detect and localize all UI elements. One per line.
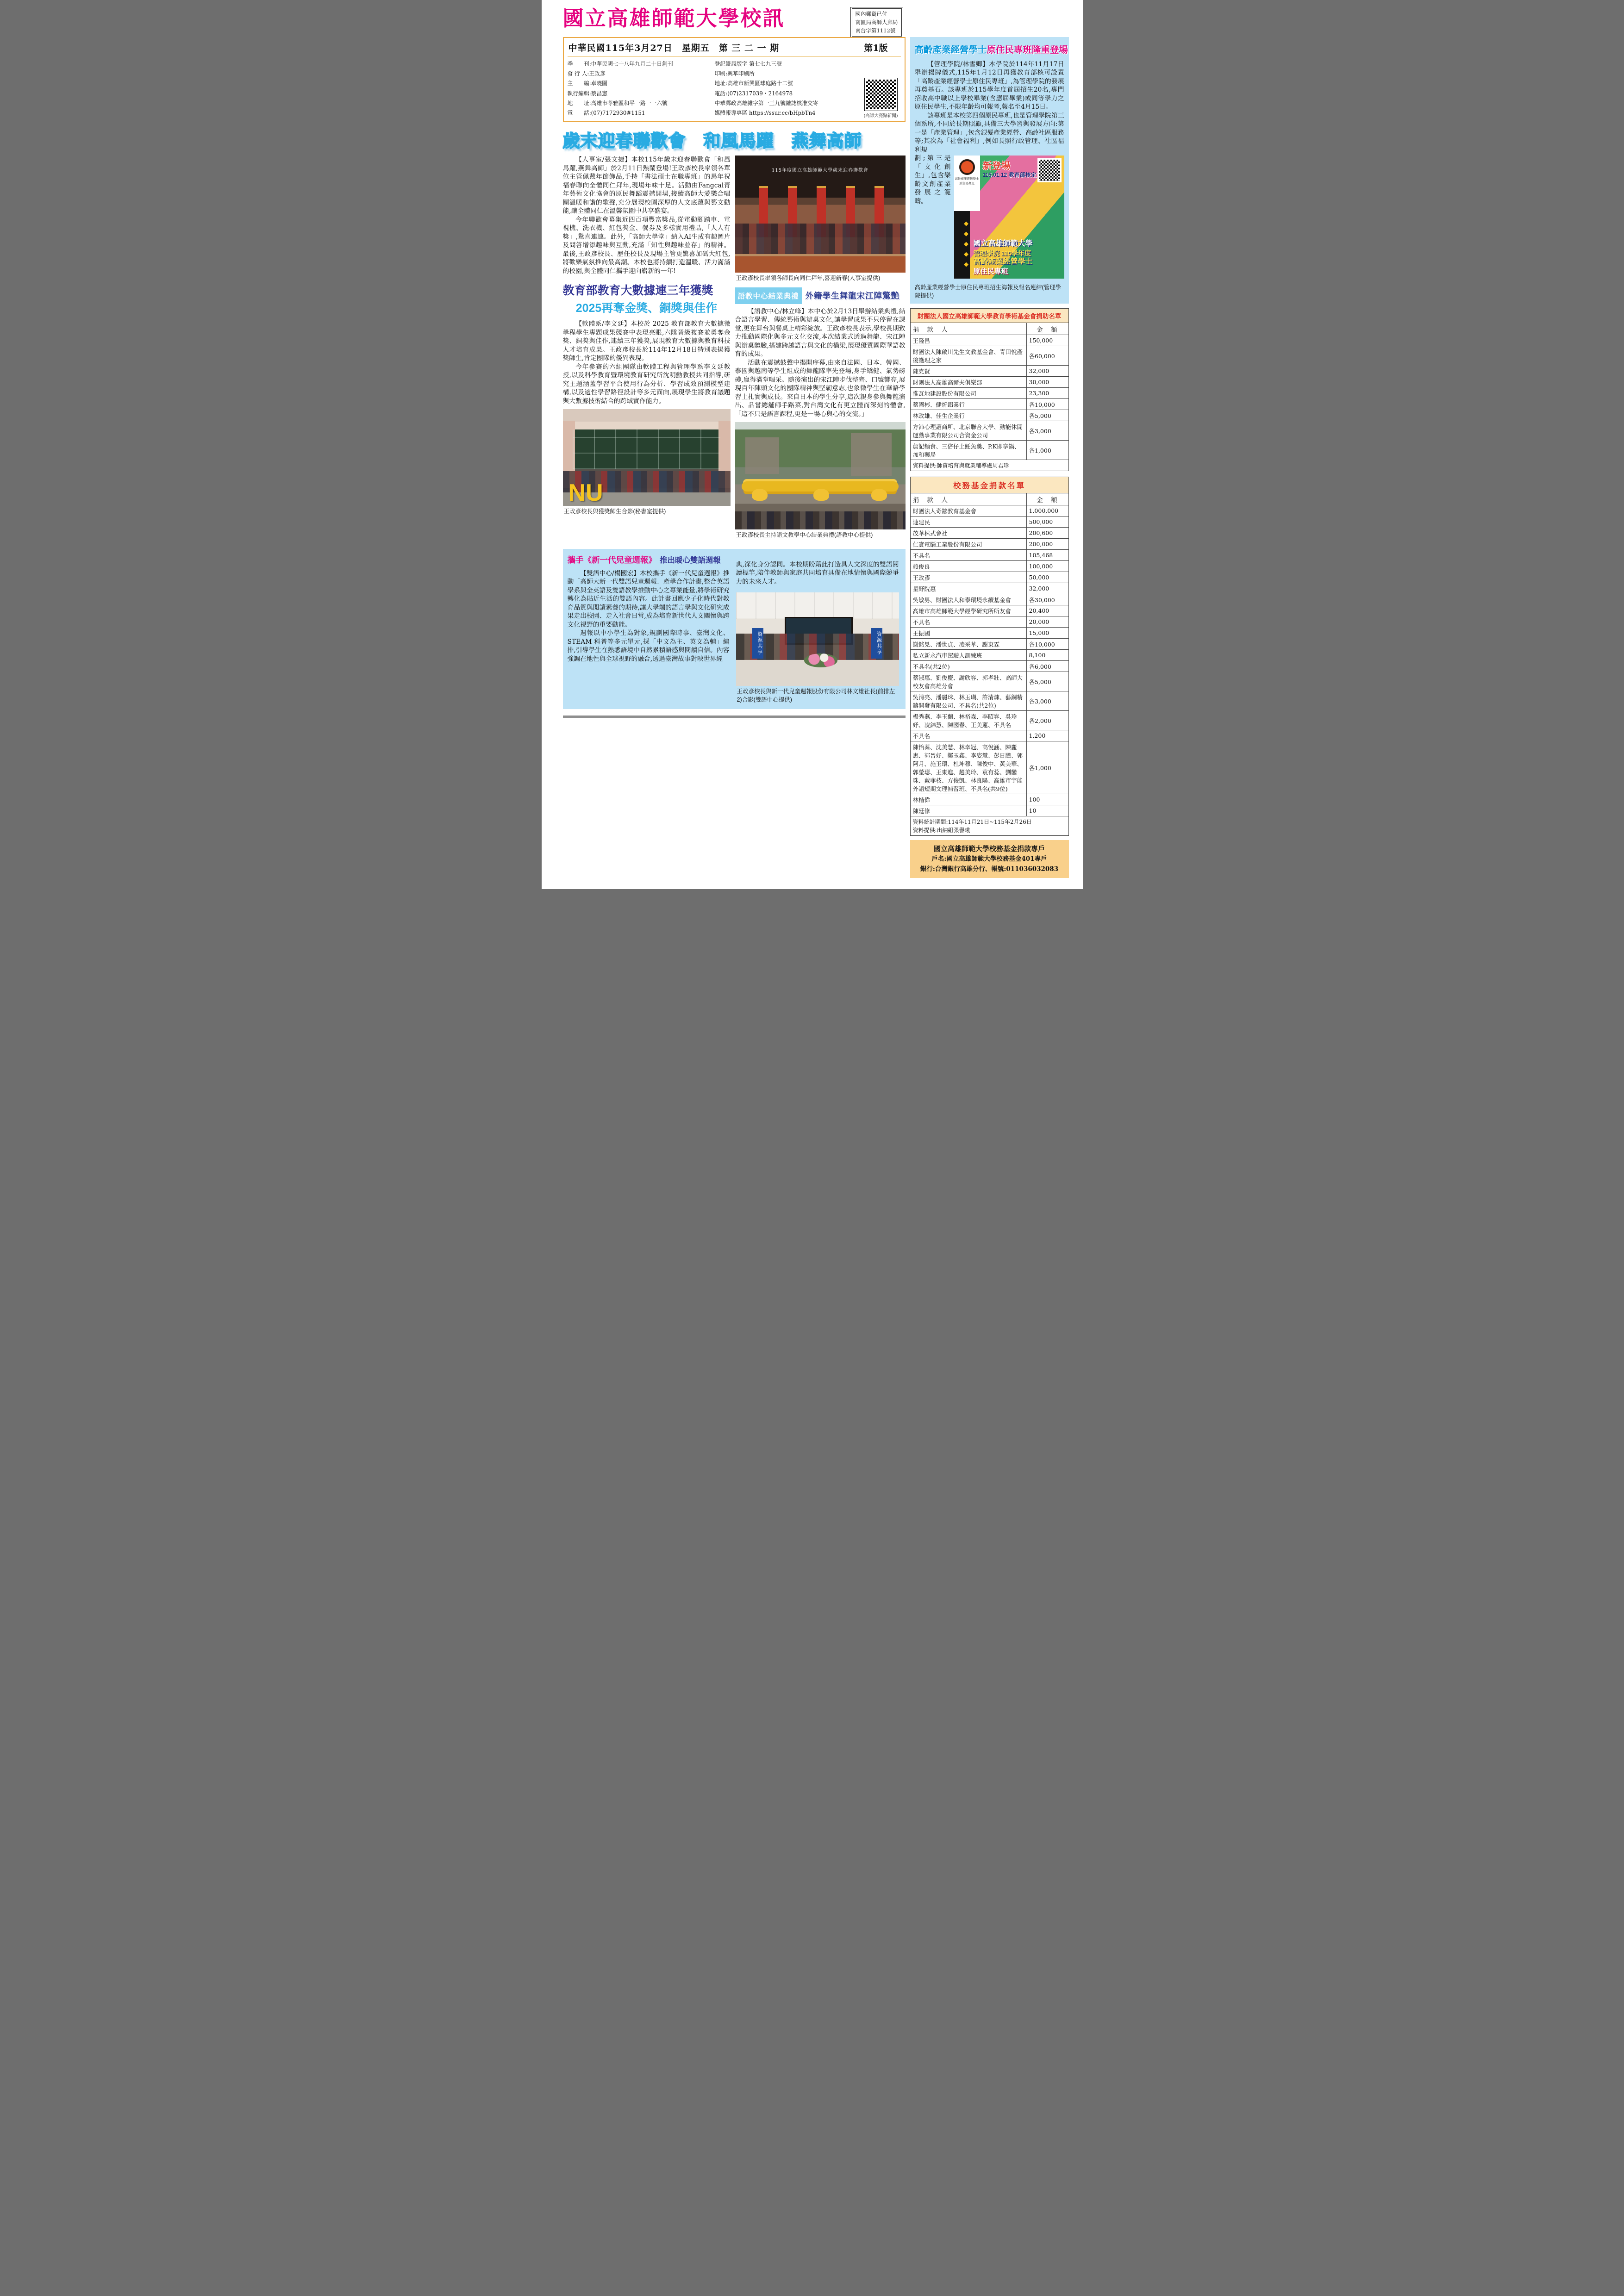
headline-elder-blue: 高齡產業經營學士 <box>914 45 987 55</box>
headline-bigdata-line2: 2025再奪金獎、銅獎與佳作 <box>575 302 718 315</box>
donor-names: 林楷偉 <box>910 794 1026 805</box>
publication-info-row: 地 址:高雄市苓雅區和平一路一一六號 <box>567 100 668 106</box>
article-bilingual-weekly-box <box>563 549 906 709</box>
donation-table-title: 校務基金捐款名單 <box>910 477 1069 493</box>
donor-names: 吳敏男、財團法人和泰環境永續基金會 <box>910 594 1026 605</box>
weekly-left-part <box>568 554 730 704</box>
donation-amount: 各1,000 <box>1026 741 1068 794</box>
poster-logo-panel <box>954 156 980 211</box>
main-left-section <box>563 6 906 878</box>
poster-line: 原住民專班 <box>973 267 1008 275</box>
postage-stamp-box <box>852 8 902 37</box>
donor-names: 惟瓦地建設股份有限公司 <box>910 388 1026 399</box>
publication-info-right <box>715 59 854 118</box>
poster-text-lines <box>974 239 1033 276</box>
donation-row <box>910 377 1068 388</box>
header-donor: 捐 款 人 <box>910 493 1026 505</box>
donation-amount: 各60,000 <box>1026 346 1068 366</box>
donation-table-title: 財團法人國立高雄師範大學教育學術基金會捐助名單 <box>910 308 1069 323</box>
donation-row <box>910 616 1068 628</box>
donor-names: 不具名 <box>910 550 1026 561</box>
table-note: 資料提供:師資培育與就業輔導處周君珍 <box>910 460 1068 471</box>
donor-names: 不具名(共2位) <box>910 661 1026 672</box>
donor-names: 陳怡蓁、沈美慧、林幸冠、高悅涵、陳麗惠、郭晉妤、鄭玉鑫、李姿慧、彭日騰、郭阿月、施玉環、杜坤穆、陳俊中、黃美華、郭瑩璱、王東進、趙美玲、袁有蕊、劉鑾珠、戴菲枝、方俊凱、林良陽、高雄市宇能外語短期文理補習班、不具名(共9位) <box>910 741 1026 794</box>
donation-amount: 各30,000 <box>1026 594 1068 605</box>
article-paragraph-beside-poster: 劃;第三是「文化創生」,包含樂齡文創產業發展之範疇。 <box>914 155 951 205</box>
donation-amount: 150,000 <box>1026 335 1068 346</box>
admission-poster <box>954 156 1064 279</box>
donation-row <box>910 661 1068 672</box>
article-spring-banquet <box>563 156 731 275</box>
donation-row <box>910 805 1068 816</box>
publication-info-row: 季 刊:中華民國七十八年九月二十日創刊 <box>567 61 673 67</box>
donor-names: 王隆昌 <box>910 335 1026 346</box>
table-header-row <box>910 323 1068 335</box>
donation-amount: 100,000 <box>1026 561 1068 572</box>
publication-info-row: 電話:(07)2317039・2164978 <box>714 90 793 97</box>
nu-letters: NU <box>568 479 603 506</box>
donation-amount: 50,000 <box>1026 572 1068 583</box>
donation-row <box>910 741 1068 794</box>
building-glass <box>573 429 720 469</box>
article-elder-program-box <box>910 37 1069 304</box>
publication-info-row: 地址:高雄市新興區球庭路十二號 <box>714 80 793 87</box>
flower-arrangement <box>804 653 837 667</box>
photo-signing-ceremony <box>736 592 899 686</box>
publication-info-row: 登記證局版字 第七七九三號 <box>714 61 782 67</box>
account-title: 國立高雄師範大學校務基金捐款專戶 <box>933 845 1045 853</box>
photo-caption: 王政彥校長與新一代兒童週報股份有限公司林文雄社長(前排左2)合影(雙語中心提供) <box>737 688 895 703</box>
donation-row <box>910 516 1068 528</box>
donation-row <box>910 335 1068 346</box>
headline-language-main: 外籍學生舞龍宋江陣驚艷 <box>805 291 900 301</box>
donation-amount: 23,300 <box>1026 388 1068 399</box>
donation-amount: 105,468 <box>1026 550 1068 561</box>
photo-caption: 王政彥校長主持語文教學中心結業典禮(語教中心提供) <box>736 532 873 539</box>
donation-row <box>910 730 1068 741</box>
article-paragraph: 【軟體系/李文廷】本校於 2025 教育部教育大數據微學程學生專題成果競賽中表現亮眼,六隊晉級複賽並勇奪金獎、銅獎與佳作,連續三年獲獎,展現教育大數據與教育科技人才培育成果。王政彥校長於114年12月18日特別表揚獲獎師生,肯定團隊的優異表現。 <box>562 320 731 362</box>
article-bigdata <box>563 320 731 405</box>
article-paragraph: 【人事室/張文捷】本校115年歲末迎春聯歡會「和風馬躍,燕舞高師」於2月11日熱鬧登場!王政彥校長率領各單位主管佩戴年節飾品,手持「書法碩士在職專班」的馬年祝福春聯向全體同仁拜年,現場年味十足。活動由Fangcal青年藝術文化協會的原民舞蹈震撼開場,接續高師大愛樂合唱團溫暖和諧的歌聲,充分展現校園深厚的人文底蘊與藝文動能,讓全體同仁在溫馨氛圍中共享盛宴。 <box>562 156 731 215</box>
article-paragraph: 活動在震撼鼓聲中揭開序幕,由來自法國、日本、韓國、泰國與越南等學生組成的舞龍隊率先登場,身手矯健、氣勢磅礡,贏得滿堂喝采。隨後演出的宋江陣步伐整齊、口號響亮,展現百年陣頭文化的團隊精神與堅韌意志,也象徵學生在華語學習上扎實與成長。來自日本的學生分享,這次親身參與舞龍演出、品嘗總舖師手路菜,對台灣文化有更立體而深刻的體會,「這不只是語言課程,更是一場心與心的交流。」 <box>735 359 906 418</box>
donor-names: 詹記麵食、三倍仔土魠魚羹、P.K即享鍋、加和藥局 <box>910 441 1026 460</box>
donor-names: 蔡國彬、健炘鋁業行 <box>910 399 1026 410</box>
donor-names: 仁寶電腦工業股份有限公司 <box>910 539 1026 550</box>
qr-code-news <box>865 78 897 111</box>
donation-row <box>910 388 1068 399</box>
donation-row <box>910 561 1068 572</box>
poster-logo-text: 高齡產業經營學士 原住民專班 <box>955 177 979 186</box>
headline-language-row <box>735 287 906 304</box>
donation-amount: 20,400 <box>1026 605 1068 616</box>
donor-names: 蔡淑惠、劉俊慶、謝欣容、郭孝壯、高師大校友會高雄分會 <box>910 672 1026 691</box>
stamp-line: 國內郵資已付 <box>855 11 887 17</box>
donor-names: 不具名 <box>910 730 1026 741</box>
headline-spring-banquet: 歲末迎春聯歡會 和風馬躍 燕舞高師 <box>562 131 862 151</box>
headline-weekly <box>568 554 730 566</box>
donation-row <box>910 691 1068 711</box>
donor-names: 楊秀燕、李玉蘭、林裕森、李昭容、吳珍妤、凌錦慧、陳國春、王美蓮、不具名 <box>910 711 1026 730</box>
donation-row <box>910 572 1068 583</box>
resource-sharing-placard: 資源共享 <box>752 628 763 659</box>
donation-row <box>910 583 1068 594</box>
donation-amount: 各3,000 <box>1026 691 1068 711</box>
table-note-row <box>910 460 1068 471</box>
table-notes <box>910 816 1068 836</box>
poster-pattern-strip: ◆◆◆◆◆ <box>954 211 970 279</box>
donation-amount: 200,000 <box>1026 539 1068 550</box>
poster-line: 高齡產業經營學士 <box>973 258 1033 266</box>
donation-row <box>910 650 1068 661</box>
donor-names: 財團法人奇鋐教育基金會 <box>910 505 1026 516</box>
donor-names: 吳清亮、潘麗珠、林玉瑚、許清煉、藝銅精鑄開發有限公司、不具名(共2位) <box>910 691 1026 711</box>
newspaper-page <box>542 0 1083 889</box>
paper-title: 國立高雄師範大學校訊 <box>562 6 785 31</box>
headline-elder-red: 原住民專班隆重登場 <box>987 45 1068 55</box>
donor-names: 高雄市高雄師範大學經學研究所所友會 <box>910 605 1026 616</box>
donation-row <box>910 550 1068 561</box>
headline-weekly-blue: 推出暖心雙語週報 <box>660 556 721 565</box>
stage-backdrop-text: 115年度國立高雄師範大學歲末迎春聯歡會 <box>771 168 869 174</box>
article-paragraph: 【管理學院/林雪卿】本學院於114年11月17日舉辦揭牌儀式,115年1月12日再獲教育部核可設置「高齡產業經營學士原住民專班」,為管理學院的發展再奠基石。該專班於115學年度首屆招生20名,專門招收高中職以上學校畢業(含應屆畢業)或同等學力之原住民學生,不限年齡均可報考,報名至4月15日。 <box>914 61 1064 111</box>
donation-amount: 100 <box>1026 794 1068 805</box>
donation-amount: 32,000 <box>1026 583 1068 594</box>
poster-line: 國立高雄師範大學 <box>973 240 1033 248</box>
article-paragraph-continued: 典,深化身分認同。本校期盼藉此打造具人文深度的雙語閱讀標竿,陪伴教師與家庭共同培育具備在地情懷與國際競爭力的未來人才。 <box>736 560 899 585</box>
dragon-head <box>752 489 768 501</box>
donation-amount: 200,600 <box>1026 528 1068 539</box>
donation-amount: 各2,000 <box>1026 711 1068 730</box>
donation-row <box>910 794 1068 805</box>
donation-row <box>910 711 1068 730</box>
media-report-label: 媒體報導專區 <box>714 110 748 117</box>
donation-row <box>910 399 1068 410</box>
donor-names: 星野院惠 <box>910 583 1026 594</box>
bottom-divider <box>563 716 906 718</box>
publication-info-row: 印刷:興華印刷所 <box>714 70 755 77</box>
photo-caption: 王政彥校長率領各師長向同仁拜年,喜迎新春(人事室提供) <box>736 275 881 282</box>
donation-row <box>910 441 1068 460</box>
headline-weekly-red: 攜手《新一代兒童週報》 <box>567 555 656 565</box>
photo-spring-banquet <box>735 156 906 273</box>
donation-row <box>910 366 1068 377</box>
dragon-head <box>871 489 887 501</box>
donation-account-box <box>910 840 1069 877</box>
article-paragraph: 今年參賽的六組團隊由軟體工程與管理學系李文廷教授,以及科學教育暨環境教育研究所沈明勳教授共同指導,研究主題涵蓋學習平台使用行為分析、學習成效預測模型建構,以及適性學習路徑設計等多元面向,展現學生將教育議題與大數據技術結合的跨域實作能力。 <box>562 363 731 405</box>
publication-info-row: 電 話:(07)7172930#1151 <box>567 110 645 117</box>
photo-caption: 王政彥校長與獲獎師生合影(秘書室提供) <box>563 508 666 515</box>
masthead <box>563 6 906 34</box>
donor-names: 茂華株式會社 <box>910 528 1026 539</box>
donation-amount: 各5,000 <box>1026 672 1068 691</box>
donation-table-school-fund <box>910 477 1069 836</box>
group-of-people <box>735 224 906 254</box>
article-paragraph: 今年聯歡會募集近四百項豐富獎品,從電動腳踏車、電視機、洗衣機、紅包獎金、餐券及多樣實用禮品,「人人有獎」,驚喜連連。此外,「高師大學堂」納入AI生成有趣圖片及問答增添趣味與互動,充滿「知性與趣味並存」的精神。最後,王政彥校長、歷任校長及現場主管更驚喜加碼大紅包,將歡樂氣氛推向最高潮。本校也將持續打造溫暖、活力滿滿的校園,與全體同仁攜手迎向嶄新的一年! <box>562 216 731 275</box>
media-url-link[interactable]: https://ssur.cc/bHpbTn4 <box>749 110 816 117</box>
table-note: 資料統計期間:114年11月21日~115年2月26日 <box>912 818 1032 825</box>
publication-info-row: 執行編輯:蔡昌憲 <box>567 90 608 97</box>
classroom-ceiling <box>736 592 899 619</box>
group-of-people <box>735 511 906 529</box>
background-building <box>745 437 780 474</box>
dateline-row <box>568 40 901 57</box>
poster-caption: 高齡產業經營學士原住民專班招生海報及報名連結(管理學院提供) <box>914 284 1062 299</box>
publication-info-left <box>568 59 709 118</box>
resource-sharing-placard: 資源共享 <box>871 628 882 659</box>
college-logo <box>959 159 975 175</box>
donor-names: 謝銘晃、潘世貞、凌采華、謝東霖 <box>910 639 1026 650</box>
photo-award-group <box>563 409 731 506</box>
article-language-center <box>735 307 906 418</box>
table-header-row <box>910 493 1068 505</box>
donation-amount: 15,000 <box>1026 628 1068 639</box>
photo-dragon-dance <box>735 422 906 529</box>
poster-badge-new: 新登場 <box>982 161 1011 172</box>
donor-names: 財團法人高雄高爾夫俱樂部 <box>910 377 1026 388</box>
column-left <box>563 156 731 543</box>
poster-date-approved: 115.01.12 教育部核定 <box>982 172 1037 179</box>
donation-table-foundation <box>910 308 1069 471</box>
publication-info-row: 發 行 人:王政彥 <box>567 70 606 77</box>
donation-row <box>910 605 1068 616</box>
background-building <box>851 433 892 476</box>
donor-names: 王政彥 <box>910 572 1026 583</box>
donation-row <box>910 528 1068 539</box>
header-donor: 捐 款 人 <box>910 323 1026 335</box>
publication-info-box <box>563 37 906 122</box>
header-amount: 金 額 <box>1026 323 1068 335</box>
main-right-section <box>910 6 1069 878</box>
donor-names: 陳克賢 <box>910 366 1026 377</box>
donation-amount: 1,200 <box>1026 730 1068 741</box>
table-note: 資料提供:出納組張譽曦 <box>912 827 970 834</box>
donor-names: 賴俊良 <box>910 561 1026 572</box>
donation-amount: 30,000 <box>1026 377 1068 388</box>
donation-row <box>910 594 1068 605</box>
publication-info-row: 中華郵政高雄雜字第一三九號雜誌核准交寄 <box>714 100 818 106</box>
stamp-line: 南台字第1112號 <box>855 27 896 34</box>
table-note-row <box>910 816 1068 836</box>
stamp-line: 南區局高師大郵局 <box>855 19 898 25</box>
donation-amount: 20,000 <box>1026 616 1068 628</box>
donation-amount: 各6,000 <box>1026 661 1068 672</box>
headline-bigdata-line1: 教育部教育大數據連三年獲獎 <box>562 284 713 298</box>
article-paragraph: 【語教中心/林立峰】本中心於2月13日舉辦結業典禮,結合語言學習、傳統藝術與辦桌文化,讓學習成果不只停留在課堂,更在舞台與餐桌上精彩綻放。王政彥校長表示,學校長期致力推動國際化與多元文化交流,本次結業式透過舞龍、宋江陣與辦桌體驗,搭建跨越語言與文化的橋梁,展現優質國際華語教育的成果。 <box>735 307 906 358</box>
donation-amount: 各10,000 <box>1026 399 1068 410</box>
donor-names: 王振國 <box>910 628 1026 639</box>
qr-caption: (高師大亮點新聞) <box>863 113 898 119</box>
headline-language-box: 語教中心結業典禮 <box>735 287 802 304</box>
donor-names: 方沛心理諮商所、北京聯合大學、動能休閒運動事業有限公司合資金公司 <box>910 421 1026 441</box>
header-amount: 金 額 <box>1026 493 1068 505</box>
donor-names: 財團法人陳啟川先生文教基金會、青田悅產後護理之家 <box>910 346 1026 366</box>
poster-line: 管理學院 115學年度 <box>973 249 1031 257</box>
donation-amount: 各1,000 <box>1026 441 1068 460</box>
donation-row <box>910 639 1068 650</box>
donor-names: 林政雄、佳生企業行 <box>910 410 1026 421</box>
donation-row <box>910 672 1068 691</box>
account-name: 戶名:國立高雄師範大學校務基金401專戶 <box>931 855 1047 863</box>
donor-names: 連建民 <box>910 516 1026 528</box>
dragon-head <box>813 489 829 501</box>
donation-amount: 各3,000 <box>1026 421 1068 441</box>
donation-row <box>910 505 1068 516</box>
donor-names: 陳廷修 <box>910 805 1026 816</box>
publication-info-row: 主 編:卓曉園 <box>567 80 608 87</box>
donor-names: 不具名 <box>910 616 1026 628</box>
account-bank: 銀行:台灣銀行高雄分行、帳號:011036032083 <box>920 865 1059 873</box>
edition-label: 第1版 <box>864 43 888 53</box>
donation-row <box>910 421 1068 441</box>
donation-amount: 500,000 <box>1026 516 1068 528</box>
article-paragraph: 週報以中小學生為對象,規劃國際時事、臺灣文化、STEAM 科普等多元單元,採「中文為主、英文為輔」編排,引導學生在熟悉語境中自然累積語感與閱讀自信。內容強調在地性與全球視野的融合,透過臺灣故事對映世界經 <box>567 629 730 663</box>
media-report-row <box>715 108 854 118</box>
dateline: 中華民國115年3月27日 星期五 第 三 二 一 期 <box>568 43 780 53</box>
donation-amount: 各5,000 <box>1026 410 1068 421</box>
donation-amount: 各10,000 <box>1026 639 1068 650</box>
donation-amount: 8,100 <box>1026 650 1068 661</box>
donation-row <box>910 628 1068 639</box>
qr-code-poster <box>1037 158 1062 182</box>
column-middle <box>735 156 906 543</box>
donation-row <box>910 346 1068 366</box>
donation-amount: 1,000,000 <box>1026 505 1068 516</box>
weekly-right-part <box>736 554 899 704</box>
headline-elder-program <box>914 43 1068 56</box>
article-paragraph: 該專班是本校第四個原民專班,也是管理學院第三個系所,不同於長期照顧,具備三大學習與發展方向:第一是「產業管理」,包含銀髮產業經營、高齡社區服務等;其次為「社會福利」,例如長照行政管理、社區福利規 <box>914 112 1064 154</box>
donation-amount: 10 <box>1026 805 1068 816</box>
article-paragraph: 【雙語中心/楊國宏】本校攜手《新一代兒童週報》推動「高師大新一代雙語兒童週報」產學合作計畫,整合英語學系與全英語及雙語教學推動中心之專業能量,將學術研究轉化為貼近生活的雙語內容。此計畫回應少子化時代對教育品質與閱讀素養的期待,讓大學端的語言學與文化研究成果走出校園、走入社會日常,成為培育新世代人文關懷與跨文化視野的重要動能。 <box>567 569 730 628</box>
donation-row <box>910 539 1068 550</box>
donation-amount: 32,000 <box>1026 366 1068 377</box>
donor-names: 私立新永汽車駕駛人訓練班 <box>910 650 1026 661</box>
donation-row <box>910 410 1068 421</box>
